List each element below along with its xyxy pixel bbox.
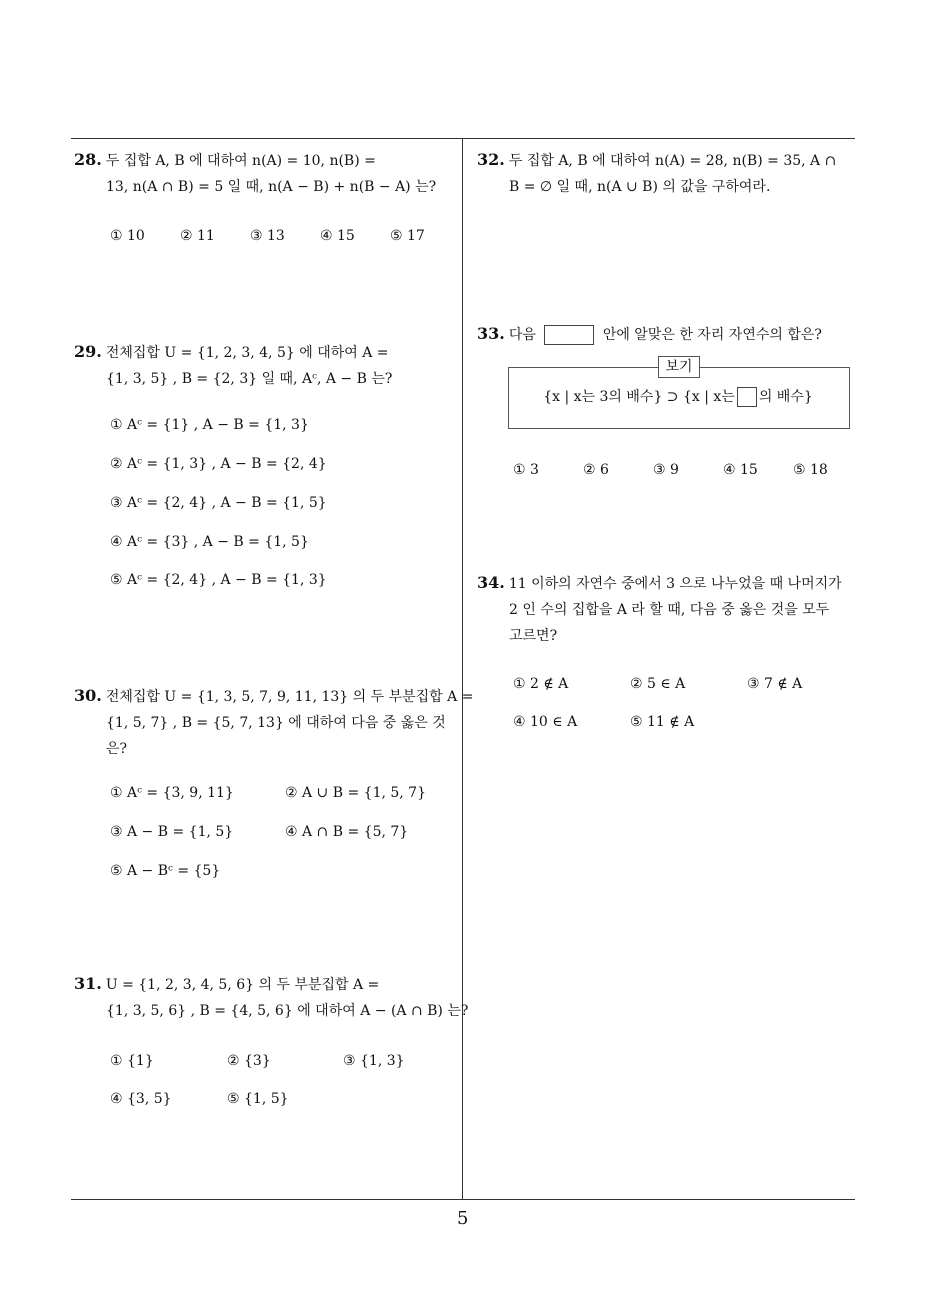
question-34 — [477, 570, 862, 649]
question-number: 31. — [74, 974, 102, 993]
q34-option-3[interactable]: ③ 7 ∉ A — [747, 676, 803, 692]
q31-option-5[interactable]: ⑤ {1, 5} — [227, 1091, 289, 1107]
q30-option-3[interactable]: ③ A − B = {1, 5} — [110, 824, 234, 840]
question-number: 30. — [74, 686, 102, 705]
bogi-expression — [508, 386, 848, 407]
q29-option-1[interactable]: ① Aᶜ = {1} , A − B = {1, 3} — [110, 417, 309, 433]
answer-blank-box — [544, 325, 594, 345]
question-text-line: 두 집합 A, B 에 대하여 n(A) = 28, n(B) = 35, A ∩ — [508, 153, 837, 169]
q30-option-2[interactable]: ② A ∪ B = {1, 5, 7} — [285, 785, 426, 801]
q29-option-2[interactable]: ② Aᶜ = {1, 3} , A − B = {2, 4} — [110, 456, 327, 472]
question-number: 32. — [477, 150, 505, 169]
top-rule — [71, 138, 855, 139]
bottom-rule — [71, 1199, 855, 1200]
q31-option-1[interactable]: ① {1} — [110, 1053, 154, 1069]
q28-option-1[interactable]: ① 10 — [110, 228, 145, 244]
question-32 — [477, 147, 862, 200]
q30-option-5[interactable]: ⑤ A − Bᶜ = {5} — [110, 863, 221, 879]
question-28 — [74, 147, 456, 200]
q33-option-3[interactable]: ③ 9 — [653, 462, 679, 478]
q31-option-2[interactable]: ② {3} — [227, 1053, 271, 1069]
question-text-line: {1, 5, 7} , B = {5, 7, 13} 에 대하여 다음 중 옳은 것 — [106, 715, 446, 731]
page-number: 5 — [457, 1208, 469, 1229]
q29-option-3[interactable]: ③ Aᶜ = {2, 4} , A − B = {1, 5} — [110, 495, 327, 511]
question-text-suffix: 안에 알맞은 한 자리 자연수의 합은? — [602, 327, 822, 343]
question-number: 34. — [477, 573, 505, 592]
q28-option-4[interactable]: ④ 15 — [320, 228, 355, 244]
question-text-line: 고르면? — [509, 628, 558, 644]
question-number: 28. — [74, 150, 102, 169]
q29-option-5[interactable]: ⑤ Aᶜ = {2, 4} , A − B = {1, 3} — [110, 572, 327, 588]
q28-option-5[interactable]: ⑤ 17 — [390, 228, 425, 244]
question-text-line: 11 이하의 자연수 중에서 3 으로 나누었을 때 나머지가 — [508, 576, 842, 592]
q33-option-5[interactable]: ⑤ 18 — [793, 462, 828, 478]
column-divider — [462, 138, 463, 1200]
q31-option-4[interactable]: ④ {3, 5} — [110, 1091, 172, 1107]
question-text-line: 전체집합 U = {1, 3, 5, 7, 9, 11, 13} 의 두 부분집합 A = — [105, 689, 474, 705]
question-text-prefix: 다음 — [508, 327, 536, 343]
q30-option-4[interactable]: ④ A ∩ B = {5, 7} — [285, 824, 409, 840]
q31-option-3[interactable]: ③ {1, 3} — [343, 1053, 405, 1069]
bogi-blank-box — [737, 387, 757, 407]
question-30 — [74, 683, 474, 762]
q34-option-2[interactable]: ② 5 ∈ A — [630, 676, 686, 692]
q33-option-4[interactable]: ④ 15 — [723, 462, 758, 478]
bogi-label: 보기 — [658, 356, 700, 378]
question-text-line: 은? — [106, 741, 128, 757]
q33-option-1[interactable]: ① 3 — [513, 462, 539, 478]
question-number: 29. — [74, 342, 102, 361]
bogi-expression-right: 의 배수} — [758, 389, 813, 405]
q34-option-1[interactable]: ① 2 ∉ A — [513, 676, 569, 692]
question-text-line: 두 집합 A, B 에 대하여 n(A) = 10, n(B) = — [105, 153, 376, 169]
question-text-line: {1, 3, 5} , B = {2, 3} 일 때, Aᶜ, A − B 는? — [106, 371, 393, 387]
question-text-line: 전체집합 U = {1, 2, 3, 4, 5} 에 대하여 A = — [105, 345, 389, 361]
q34-option-5[interactable]: ⑤ 11 ∉ A — [630, 714, 695, 730]
question-29 — [74, 339, 456, 392]
q33-option-2[interactable]: ② 6 — [583, 462, 609, 478]
q30-option-1[interactable]: ① Aᶜ = {3, 9, 11} — [110, 785, 234, 801]
question-number: 33. — [477, 324, 505, 343]
bogi-expression-left: {x | x는 3의 배수} ⊃ {x | x는 — [543, 389, 735, 405]
q34-option-4[interactable]: ④ 10 ∈ A — [513, 714, 578, 730]
q28-option-2[interactable]: ② 11 — [180, 228, 215, 244]
question-text-line: B = ∅ 일 때, n(A ∪ B) 의 값을 구하여라. — [509, 179, 771, 195]
question-text-line: U = {1, 2, 3, 4, 5, 6} 의 두 부분집합 A = — [105, 977, 380, 993]
question-text-line: {1, 3, 5, 6} , B = {4, 5, 6} 에 대하여 A − (A ∩ B) 는? — [106, 1003, 469, 1019]
question-text-line: 13, n(A ∩ B) = 5 일 때, n(A − B) + n(B − A) 는? — [106, 179, 437, 195]
question-text-line: 2 인 수의 집합을 A 라 할 때, 다음 중 옳은 것을 모두 — [509, 602, 830, 618]
q29-option-4[interactable]: ④ Aᶜ = {3} , A − B = {1, 5} — [110, 534, 309, 550]
question-31 — [74, 971, 469, 1024]
q28-option-3[interactable]: ③ 13 — [250, 228, 285, 244]
question-33 — [477, 321, 862, 348]
